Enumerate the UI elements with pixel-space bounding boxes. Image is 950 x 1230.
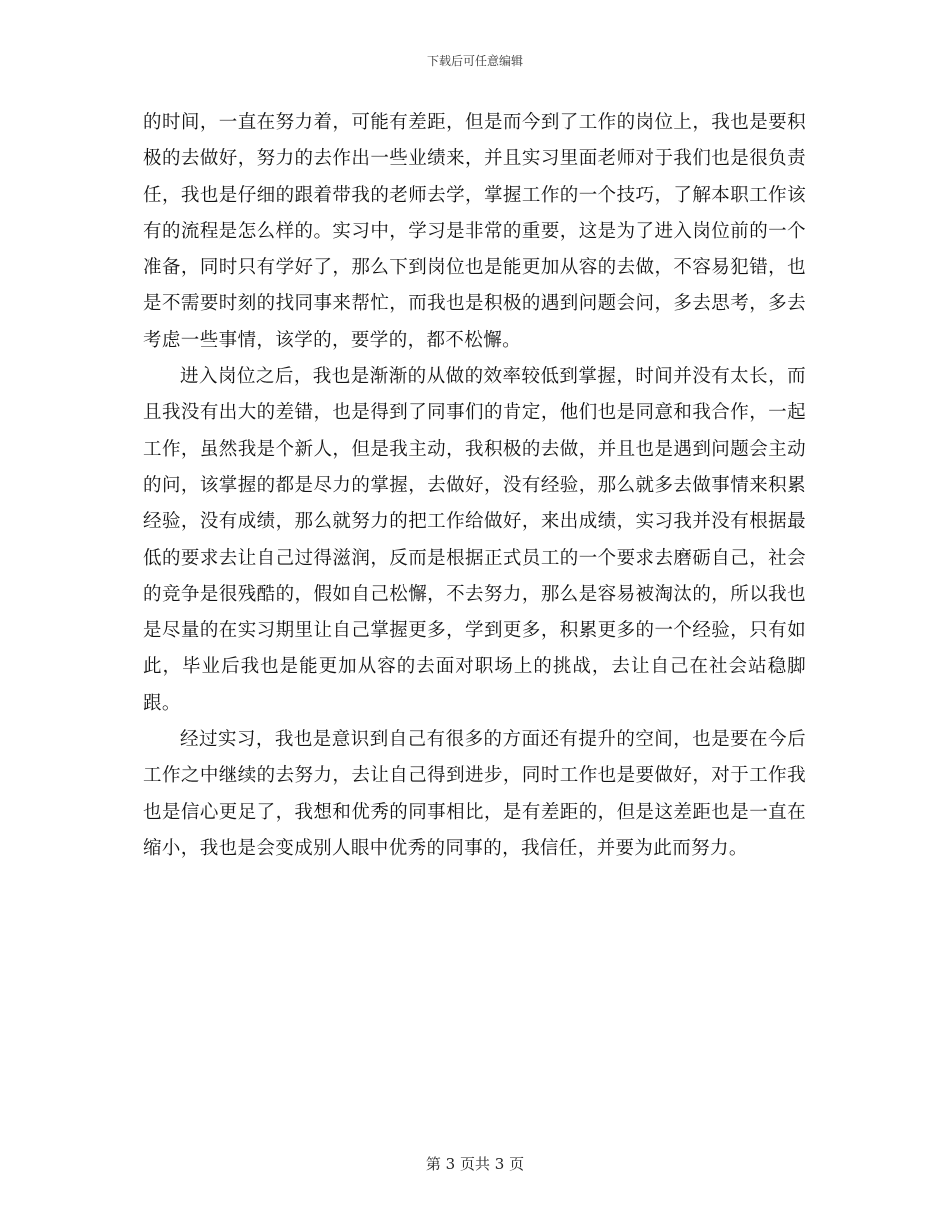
page-header: 下载后可任意编辑 — [426, 54, 523, 68]
paragraph-1: 的时间，一直在努力着，可能有差距，但是而今到了工作的岗位上，我也是要积极的去做好，努力的去作出一些业绩来，并且实习里面老师对于我们也是很负责任，我也是仔细的跟着带我的老师去学，掌握工作的一个技巧，了解本职工作该有的流程是怎么样的。实习中，学习是非常的重要，这是为了进入岗位前的一个准备，同时只有学好了，那么下到岗位也是能更加从容的去做，不容易犯错，也是不需要时刻的找同事来帮忙，而我也是积极的遇到问题会问，多去思考，多去考虑一些事情，该学的，要学的，都不松懈。 — [143, 112, 806, 351]
paragraph-2: 进入岗位之后，我也是渐渐的从做的效率较低到掌握，时间并没有太长，而且我没有出大的差错，也是得到了同事们的肯定，他们也是同意和我合作，一起工作，虽然我是个新人，但是我主动，我积极的去做，并且也是遇到问题会主动的问，该掌握的都是尽力的掌握，去做好，没有经验，那么就多去做事情来积累经验，没有成绩，那么就努力的把工作给做好，来出成绩，实习我并没有根据最低的要求去让自己过得滋润，反而是根据正式员工的一个要求去磨砺自己，社会的竞争是很残酷的，假如自己松懈，不去努力，那么是容易被淘汰的，所以我也是尽量的在实习期里让自己掌握更多，学到更多，积累更多的一个经验，只有如此，毕业后我也是能更加从容的去面对职场上的挑战，去让自己在社会站稳脚跟。 — [143, 366, 806, 714]
page-footer: 第 3 页共 3 页 — [425, 1155, 525, 1173]
paragraph-3: 经过实习，我也是意识到自己有很多的方面还有提升的空间，也是要在今后工作之中继续的去努力，去让自己得到进步，同时工作也是要做好，对于工作我也是信心更足了，我想和优秀的同事相比，是有差距的，但是这差距也是一直在缩小，我也是会变成别人眼中优秀的同事的，我信任，并要为此而努力。 — [143, 729, 806, 859]
document-body — [143, 105, 806, 867]
